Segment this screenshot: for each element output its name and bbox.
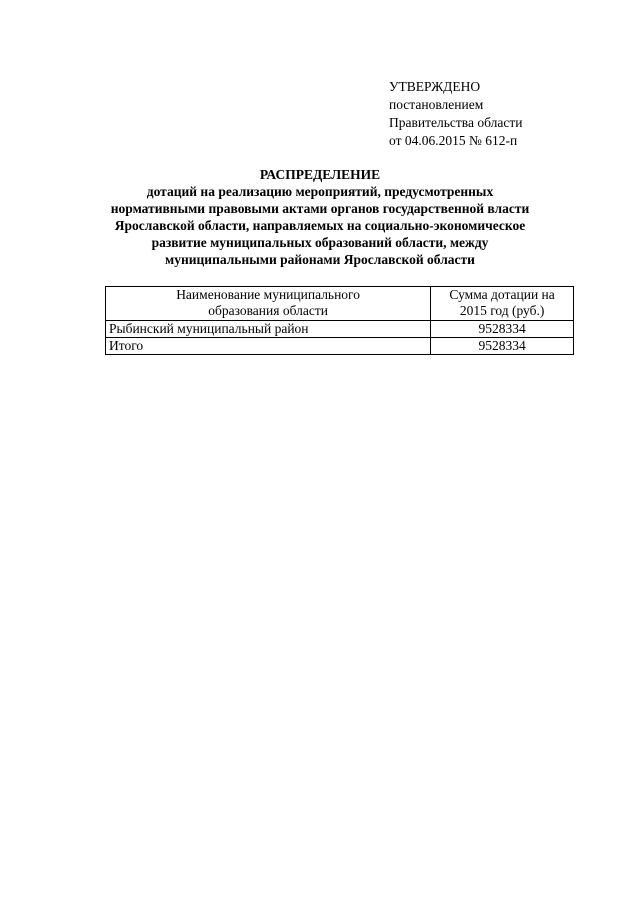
- approval-label: УТВЕРЖДЕНО: [389, 79, 481, 94]
- header-text: образования области: [208, 303, 328, 318]
- cell-total-label: Итого: [106, 338, 431, 355]
- heading-line: развитие муниципальных образований области, между: [151, 235, 489, 250]
- header-text: 2015 год (руб.): [459, 303, 545, 318]
- distribution-table: [105, 286, 574, 355]
- header-cell-amount: [431, 287, 574, 321]
- header-text: Сумма дотации на: [449, 287, 555, 302]
- approval-line-resolution: постановлением: [389, 97, 484, 112]
- approval-block: [389, 78, 522, 150]
- table-row: [106, 321, 574, 338]
- cell-amount: 9528334: [431, 321, 574, 338]
- approval-line-government: Правительства области: [389, 115, 523, 130]
- heading-line: дотаций на реализацию мероприятий, предусмотренных: [146, 184, 494, 199]
- document-title: РАСПРЕДЕЛЕНИЕ: [259, 167, 381, 182]
- table-header-row: [106, 287, 574, 321]
- cell-municipality-name: Рыбинский муниципальный район: [106, 321, 431, 338]
- document-heading: [100, 166, 540, 268]
- header-cell-municipality: [106, 287, 431, 321]
- table-row-total: [106, 338, 574, 355]
- header-text: Наименование муниципального: [176, 287, 361, 302]
- cell-total-amount: 9528334: [431, 338, 574, 355]
- approval-line-date-number: от 04.06.2015 № 612-п: [389, 133, 518, 148]
- heading-line: муниципальными районами Ярославской области: [165, 252, 475, 267]
- heading-line: Ярославской области, направляемых на социально-экономическое: [114, 218, 526, 233]
- heading-line: нормативными правовыми актами органов государственной власти: [110, 201, 530, 216]
